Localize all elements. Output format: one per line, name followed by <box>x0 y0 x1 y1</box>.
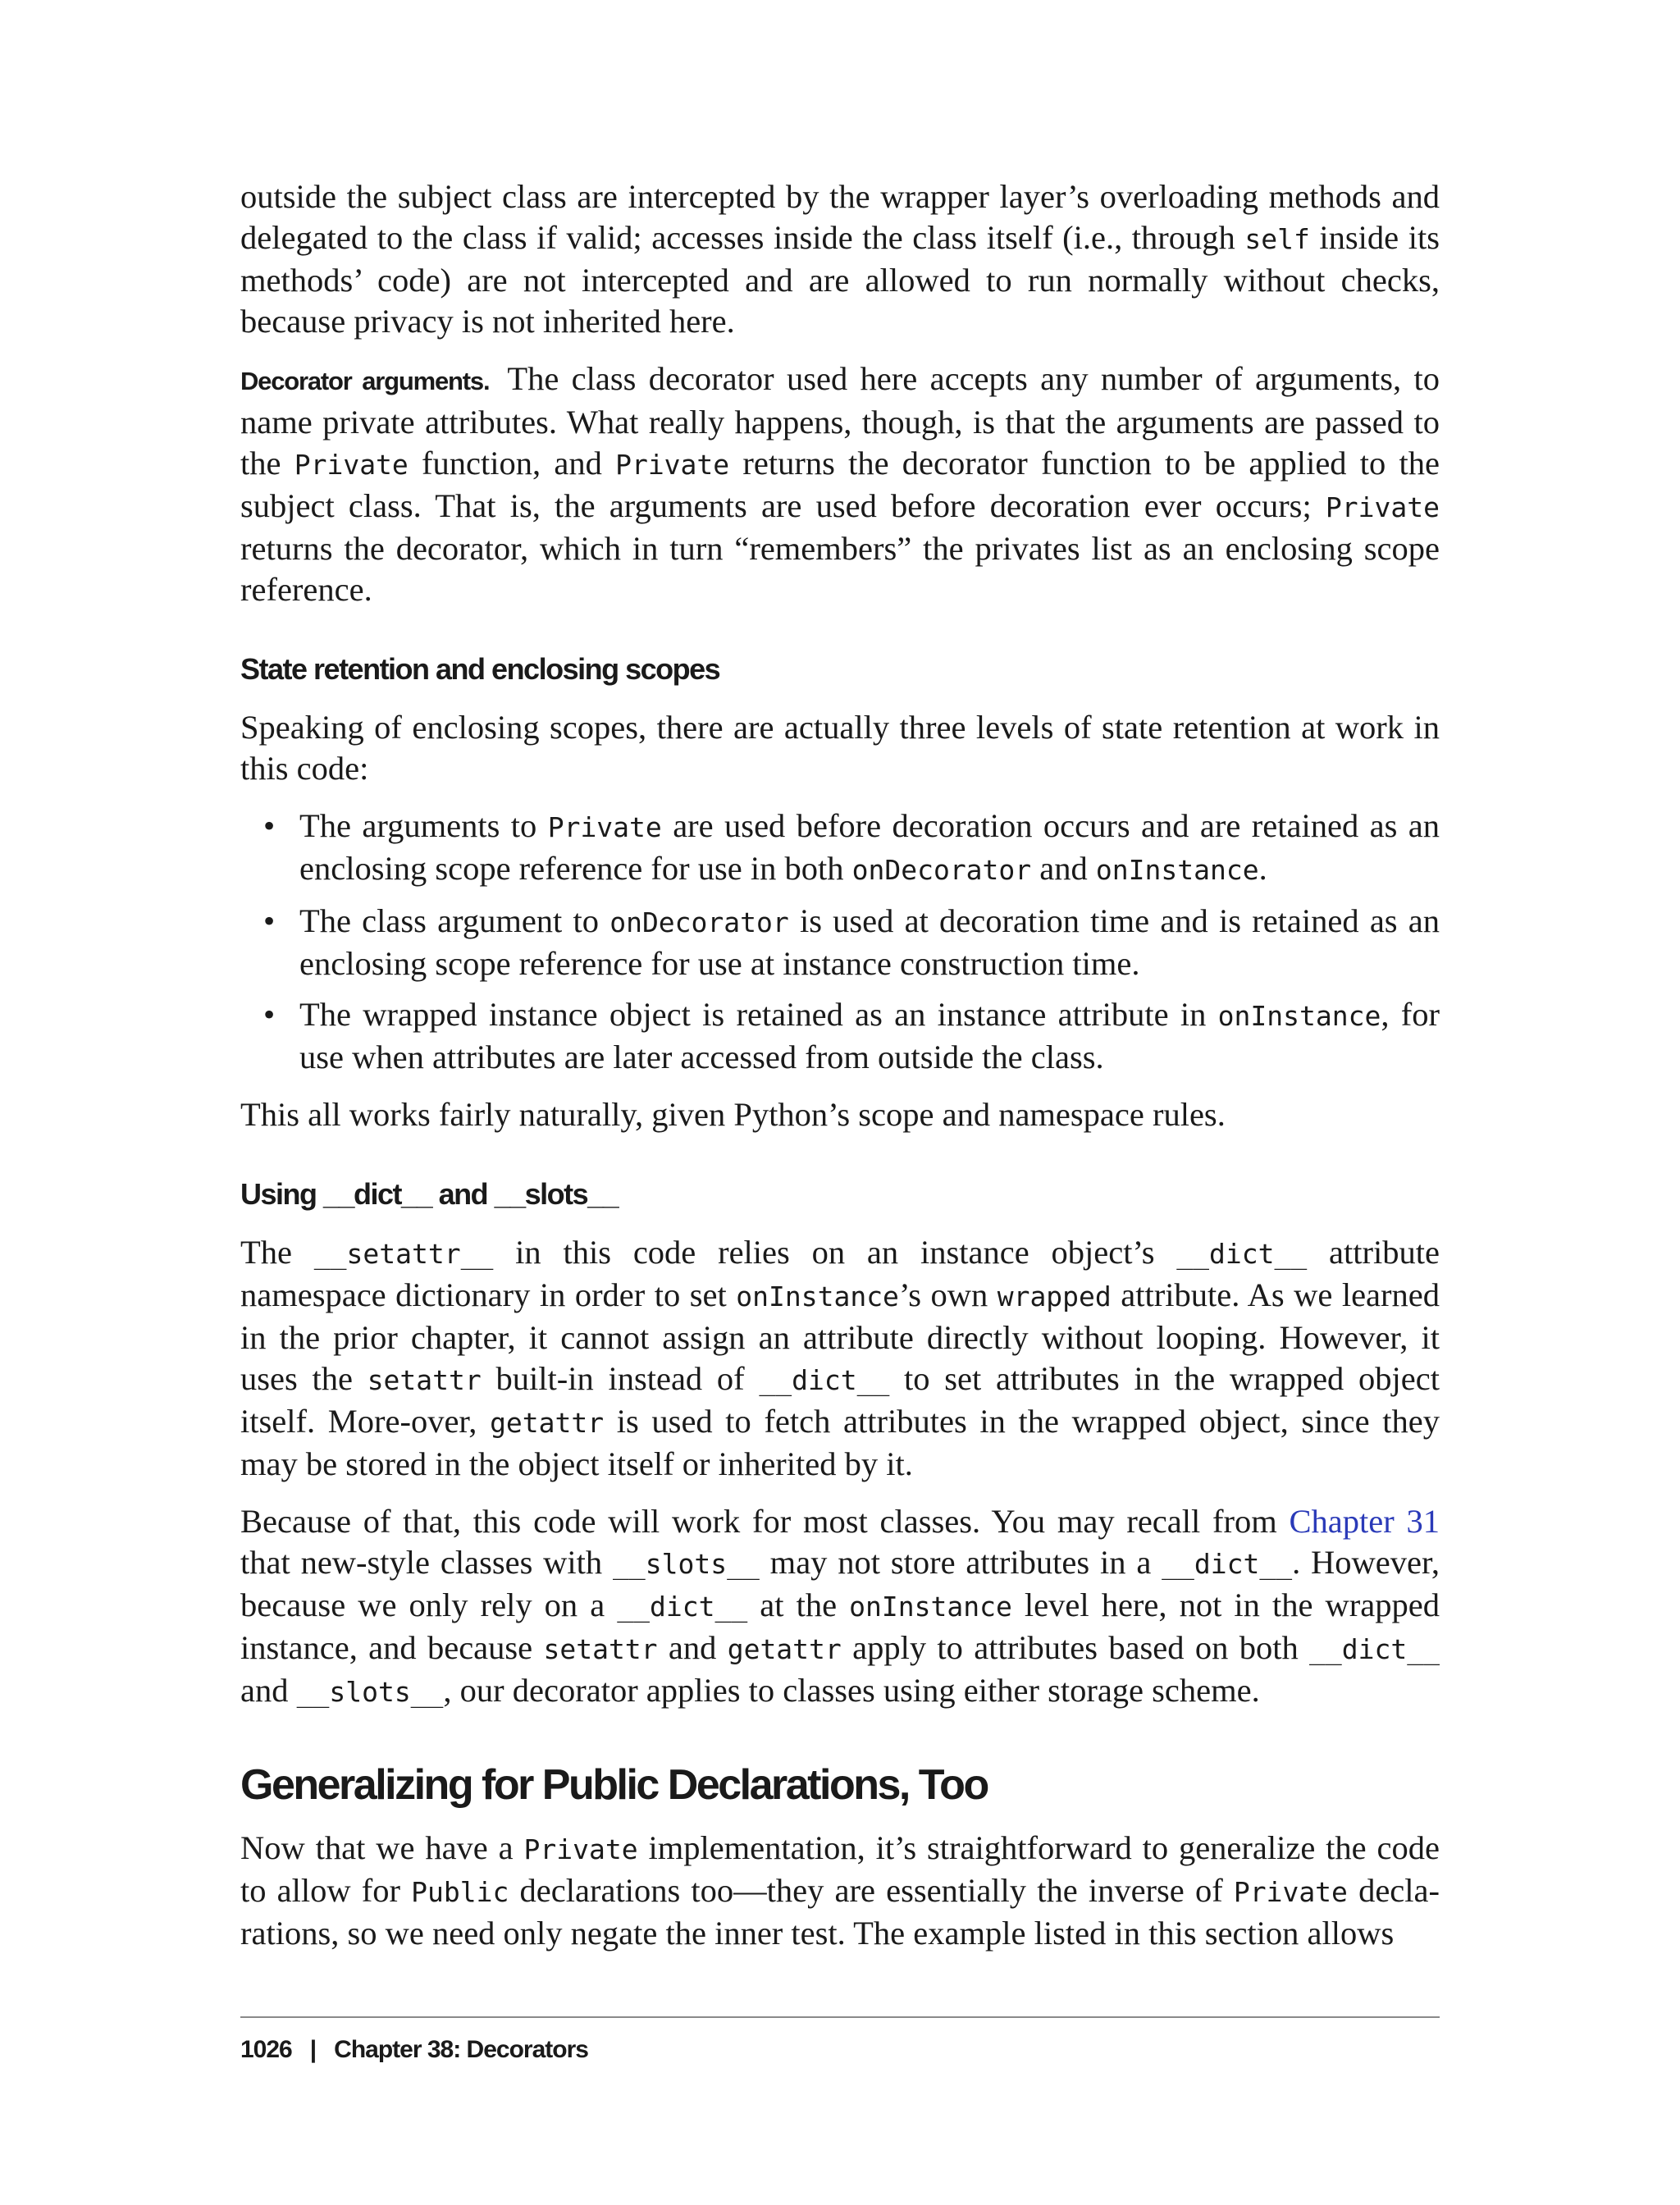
chapter-title: Chapter 38: Decorators <box>334 2036 588 2063</box>
heading-generalizing: Generalizing for Public Declarations, Too <box>240 1761 988 1809</box>
page-number: 1026 <box>240 2036 292 2063</box>
paragraph-6: Because of that, this code will work for most classes. You may recall from Chapter 31 that new-style classes with __slots__ may not store attributes in a __dict__. However, because we only rely on a __dict__ at the onInstance level here, not in the wrapped instance, and because setattr and getattr apply to attributes based on both __dict__ and __slots__, our decorator applies to classes using either storage scheme. <box>240 1503 1440 1709</box>
heading-state-retention: State retention and enclosing scopes <box>240 652 720 686</box>
list-item: • The class argument to onDecorator is used at decoration time and is retained as an enclosing scope reference for use at instance construction time. <box>263 902 1440 982</box>
paragraph-decorator-arguments: Decorator arguments. The class decorator used here accepts any number of arguments, to name private attributes. What really happens, though, is that the arguments are passed to the Private function, and Private returns the decorator function to be applied to the subject class. That is, the arguments are used before decoration ever occurs; Private returns the decorator, which in turn “remembers” the privates list as an enclosing scope reference. <box>240 360 1440 608</box>
runin-heading: Decorator arguments. <box>240 367 490 395</box>
list-item: • The wrapped instance object is retained as an instance attribute in onInstance, for use when attributes are later accessed from outside the class. <box>263 996 1440 1075</box>
paragraph-4: This all works fairly naturally, given Python’s scope and namespace rules. <box>240 1096 1226 1133</box>
page-body <box>240 176 1440 1970</box>
paragraph-5: The __setattr__ in this code relies on an instance object’s __dict__ attribute namespace dictionary in order to set onInstance’s own wrapped attribute. As we learned in the prior chapter, it cannot assign an attribute directly without looping. However, it uses the setattr built-in instead of __dict__ to set attributes in the wrapped object itself. More-over, getattr is used to fetch attributes in the wrapped object, since they may be stored in the object itself or inherited by it. <box>240 1234 1440 1482</box>
bullet-icon: • <box>263 807 276 844</box>
bullet-list <box>240 806 1440 1078</box>
footer-separator: | <box>309 2036 317 2063</box>
list-item: • The arguments to Private are used before decoration occurs and are retained as an enclosing scope reference for use in both onDecorator and onInstance. <box>263 807 1440 887</box>
code-self: self <box>1244 223 1310 255</box>
bullet-icon: • <box>263 902 276 939</box>
paragraph-7: Now that we have a Private implementation, it’s straightforward to generalize the code to allow for Public declarations too—they are essentially the inverse of Private decla-rations, so we need only negate the inner test. The example listed in this section allows <box>240 1829 1440 1952</box>
page-footer <box>240 2016 1440 2064</box>
paragraph-3: Speaking of enclosing scopes, there are actually three levels of state retention at work in this code: <box>240 709 1440 787</box>
paragraph-1: outside the subject class are intercepted by the wrapper layer’s overloading methods and delegated to the class if valid; accesses inside the class itself (i.e., through self inside its methods’ code) are not intercepted and are allowed to run normally without checks, because privacy is not inherited here. <box>240 178 1440 340</box>
bullet-icon: • <box>263 996 276 1033</box>
chapter-31-link[interactable]: Chapter 31 <box>1289 1503 1440 1540</box>
heading-using-dict-slots: Using __dict__ and __slots__ <box>240 1177 619 1211</box>
